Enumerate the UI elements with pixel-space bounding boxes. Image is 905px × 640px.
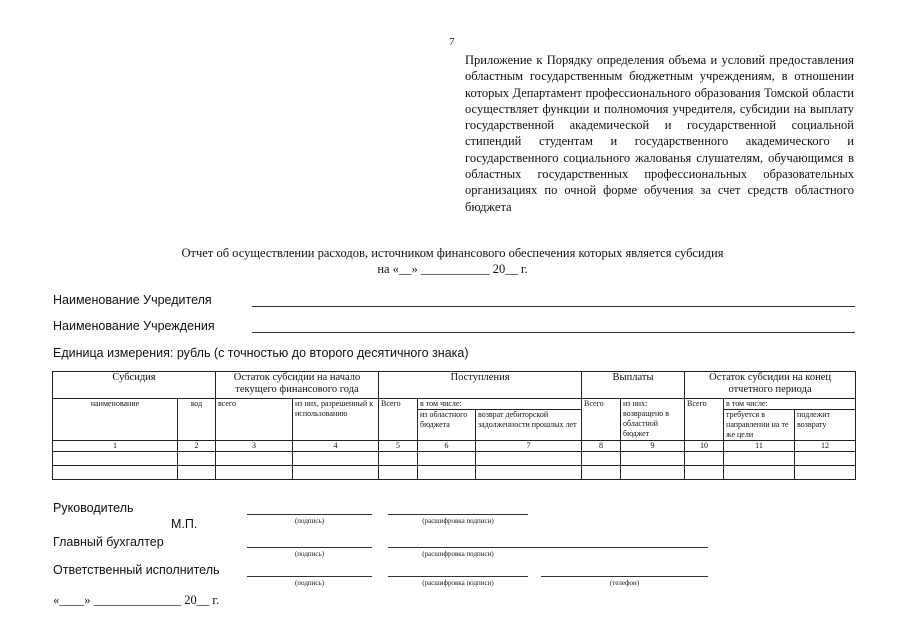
accountant-sign-line[interactable]	[247, 547, 372, 548]
name-header: наименование	[53, 399, 178, 441]
appendix-note	[465, 52, 854, 215]
table-row[interactable]	[53, 452, 856, 466]
unit-label: Единица измерения: рубль (с точностью до второго десятичного знака)	[53, 346, 469, 360]
required-header: требуется в направлении на те же цели	[724, 410, 795, 441]
start-allowed-header: из них, разрешенный к использованию	[293, 399, 379, 441]
receipts-header: Поступления	[379, 372, 582, 399]
report-date: на «__» ___________ 20__ г.	[377, 262, 528, 276]
col-num: 4	[293, 441, 379, 452]
col-num: 6	[418, 441, 476, 452]
executor-label: Ответственный исполнитель	[53, 563, 220, 577]
payments-header: Выплаты	[582, 372, 685, 399]
col-num: 3	[216, 441, 293, 452]
start-balance-header: Остаток субсидии на начало текущего финансового года	[216, 372, 379, 399]
header-row-1	[53, 372, 856, 399]
col-num: 1	[53, 441, 178, 452]
code-header: код	[178, 399, 216, 441]
col-num: 8	[582, 441, 621, 452]
head-decode-line[interactable]	[388, 514, 528, 515]
accountant-label: Главный бухгалтер	[53, 535, 164, 549]
institution-label: Наименование Учреждения	[53, 319, 215, 333]
head-sign-line[interactable]	[247, 514, 372, 515]
col-num: 12	[795, 441, 856, 452]
stamp-label: М.П.	[171, 517, 198, 531]
accountant-sign-caption: (подпись)	[294, 550, 325, 558]
col-num: 11	[724, 441, 795, 452]
payments-returned-header: из них: возвращено в областной бюджет	[621, 399, 685, 441]
founder-label: Наименование Учредителя	[53, 293, 212, 307]
page-number: 7	[449, 36, 455, 48]
payments-total-header: Всего	[582, 399, 621, 441]
report-table	[52, 371, 856, 480]
executor-phone-line[interactable]	[541, 576, 708, 577]
founder-line[interactable]	[252, 306, 855, 307]
institution-line[interactable]	[252, 332, 855, 333]
start-total-header: всего	[216, 399, 293, 441]
report-title: Отчет об осуществлении расходов, источником финансового обеспечения которых является субсидия	[181, 246, 724, 260]
executor-phone-caption: (телефон)	[609, 579, 640, 587]
column-number-row	[53, 441, 856, 452]
subsidy-header: Субсидия	[53, 372, 216, 399]
report-title-block	[0, 245, 905, 277]
signature-date[interactable]: «____» ______________ 20__ г.	[53, 593, 220, 607]
from-regional-header: из областного бюджета	[418, 410, 476, 441]
end-balance-header: Остаток субсидии на конец отчетного периода	[685, 372, 856, 399]
receipts-incl-header: в том числе:	[418, 399, 582, 410]
head-sign-caption: (подпись)	[294, 517, 325, 525]
col-num: 7	[476, 441, 582, 452]
header-row-2	[53, 399, 856, 410]
receipts-total-header: Всего	[379, 399, 418, 441]
appendix-text: Приложение к Порядку определения объема и условий предоставления областным государственным бюджетным учреждениям, в отношении которых Департамент профессионального образования Томской области осуществляет функции и полномочия учредителя, субсидии на выплату государственной академической и государственной социальной стипендий студентам и государственного академического и государственного социального жалованья слушателям, обучающимся в областных государственных профессиональных образовательных организациях по очной форме обучения за счет средств областного бюджета	[465, 53, 854, 214]
col-num: 5	[379, 441, 418, 452]
accountant-decode-caption: (расшифровка подписи)	[422, 550, 494, 558]
debt-return-header: возврат дебиторской задолженности прошлых лет	[476, 410, 582, 441]
executor-sign-caption: (подпись)	[294, 579, 325, 587]
col-num: 10	[685, 441, 724, 452]
executor-sign-line[interactable]	[247, 576, 372, 577]
col-num: 9	[621, 441, 685, 452]
end-incl-header: в том числе:	[724, 399, 856, 410]
end-total-header: Всего	[685, 399, 724, 441]
executor-decode-caption: (расшифровка подписи)	[422, 579, 494, 587]
col-num: 2	[178, 441, 216, 452]
table-row[interactable]	[53, 466, 856, 480]
accountant-decode-line[interactable]	[388, 547, 708, 548]
head-label: Руководитель	[53, 501, 134, 515]
head-decode-caption: (расшифровка подписи)	[422, 517, 494, 525]
to-return-header: подлежит возврату	[795, 410, 856, 441]
executor-decode-line[interactable]	[388, 576, 528, 577]
